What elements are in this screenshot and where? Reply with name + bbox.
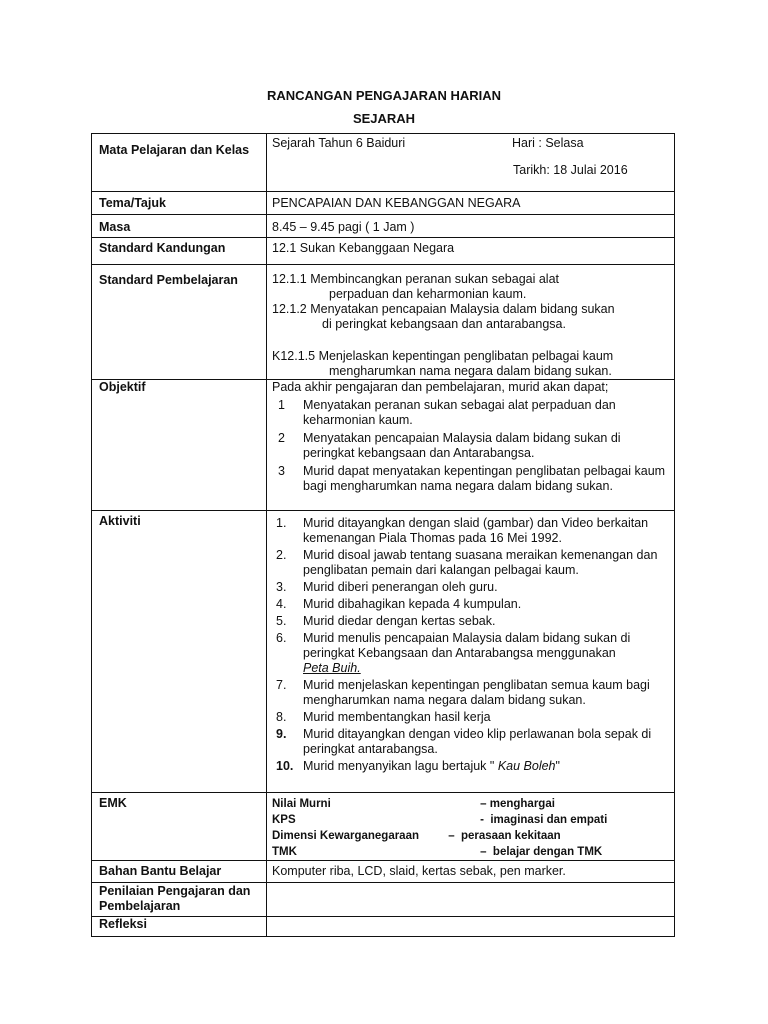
row-objektif [92,380,675,511]
sp-item: 12.1.2 Menyatakan pencapaian Malaysia dalam bidang sukan di peringkat kebangsaan dan antarabangsa. [272,302,615,331]
sp-item: 12.1.1 Membincangkan peranan sukan sebagai alat perpaduan dan keharmonian kaum. [272,272,560,301]
label-tema: Tema/Tajuk [92,192,267,215]
row-tema [92,192,675,215]
value-refleksi [267,917,675,937]
aktiviti-item: 6. Murid menulis pencapaian Malaysia dalam bidang sukan di peringkat Kebangsaan dan Antarabangsa menggunakan Peta Buih. [276,631,631,675]
aktiviti-item: 8. Murid membentangkan hasil kerja [276,710,491,724]
aktiviti-item: 1. Murid ditayangkan dengan slaid (gambar) dan Video berkaitan kemenangan Piala Thomas pada 16 Mei 1992. [276,516,649,545]
value-standard-kandungan: 12.1 Sukan Kebanggaan Negara [267,238,675,265]
row-bahan-bantu-belajar [92,861,675,883]
label-emk: EMK [92,793,267,861]
aktiviti-item: 2. Murid disoal jawab tentang suasana meraikan kemenangan dan penglibatan pemain dari kalangan pelbagai kaum. [276,548,658,577]
aktiviti-item: 3. Murid diberi penerangan oleh guru. [276,580,498,594]
label-bahan-bantu-belajar: Bahan Bantu Belajar [92,861,267,883]
class-value: Sejarah Tahun 6 Baiduri [272,136,406,150]
value-bahan-bantu-belajar: Komputer riba, LCD, slaid, kertas sebak, pen marker. [267,861,675,883]
row-penilaian [92,883,675,917]
row-mata-pelajaran [92,134,675,192]
value-standard-pembelajaran [267,265,675,380]
label-aktiviti: Aktiviti [92,511,267,793]
aktiviti-item: 5. Murid diedar dengan kertas sebak. [276,614,496,628]
peta-buih-text: Peta Buih. [303,661,361,675]
value-emk [267,793,675,861]
value-masa: 8.45 – 9.45 pagi ( 1 Jam ) [267,215,675,238]
emk-item: Dimensi Kewarganegaraan – perasaan kekitaan [272,830,561,842]
objektif-intro: Pada akhir pengajaran dan pembelajaran, murid akan dapat; [272,380,609,394]
song-title: Kau Boleh [494,759,556,773]
label-masa: Masa [92,215,267,238]
row-standard-pembelajaran [92,265,675,380]
value-objektif [267,380,675,511]
label-standard-kandungan: Standard Kandungan [92,238,267,265]
row-refleksi [92,917,675,937]
aktiviti-item: 7. Murid menjelaskan kepentingan penglibatan semua kaum bagi mengharumkan nama negara dalam bidang sukan. [276,678,650,707]
label-standard-pembelajaran: Standard Pembelajaran [92,265,267,380]
label-penilaian: Penilaian Pengajaran dan Pembelajaran [92,883,267,917]
label-mata-pelajaran: Mata Pelajaran dan Kelas [92,134,267,192]
sp-item: K12.1.5 Menjelaskan kepentingan penglibatan pelbagai kaum mengharumkan nama negara dalam bidang sukan. [272,349,614,378]
label-objektif: Objektif [92,380,267,511]
value-aktiviti [267,511,675,793]
objektif-item: 2 Menyatakan pencapaian Malaysia dalam bidang sukan di peringkat kebangsaan dan Antarabangsa. [278,431,621,460]
emk-item: TMK – belajar dengan TMK [272,846,603,858]
cell-mata-pelajaran [267,134,675,192]
document-subtitle: SEJARAH [352,111,416,126]
date-value: Tarikh: 18 Julai 2016 [513,163,628,177]
row-emk [92,793,675,861]
document-title: RANCANGAN PENGAJARAN HARIAN [266,88,501,103]
objektif-item: 1 Menyatakan peranan sukan sebagai alat perpaduan dan keharmonian kaum. [278,398,616,427]
row-aktiviti [92,511,675,793]
objektif-item: 3 Murid dapat menyatakan kepentingan penglibatan pelbagai kaum bagi mengharumkan nama negara dalam bidang sukan. [278,464,666,493]
day-value: Hari : Selasa [512,136,584,150]
row-standard-kandungan [92,238,675,265]
row-masa [92,215,675,238]
label-refleksi: Refleksi [92,917,267,937]
aktiviti-item: 10. Murid menyanyikan lagu bertajuk " Kau Boleh" [276,759,560,773]
aktiviti-item: 9. Murid ditayangkan dengan video klip perlawanan bola sepak di peringkat antarabangsa. [276,727,652,756]
value-tema: PENCAPAIAN DAN KEBANGGAN NEGARA [267,192,675,215]
emk-item: KPS - imaginasi dan empati [272,814,608,826]
value-penilaian [267,883,675,917]
lesson-plan-table [91,133,675,937]
emk-item: Nilai Murni – menghargai [272,798,555,810]
aktiviti-item: 4. Murid dibahagikan kepada 4 kumpulan. [276,597,522,611]
